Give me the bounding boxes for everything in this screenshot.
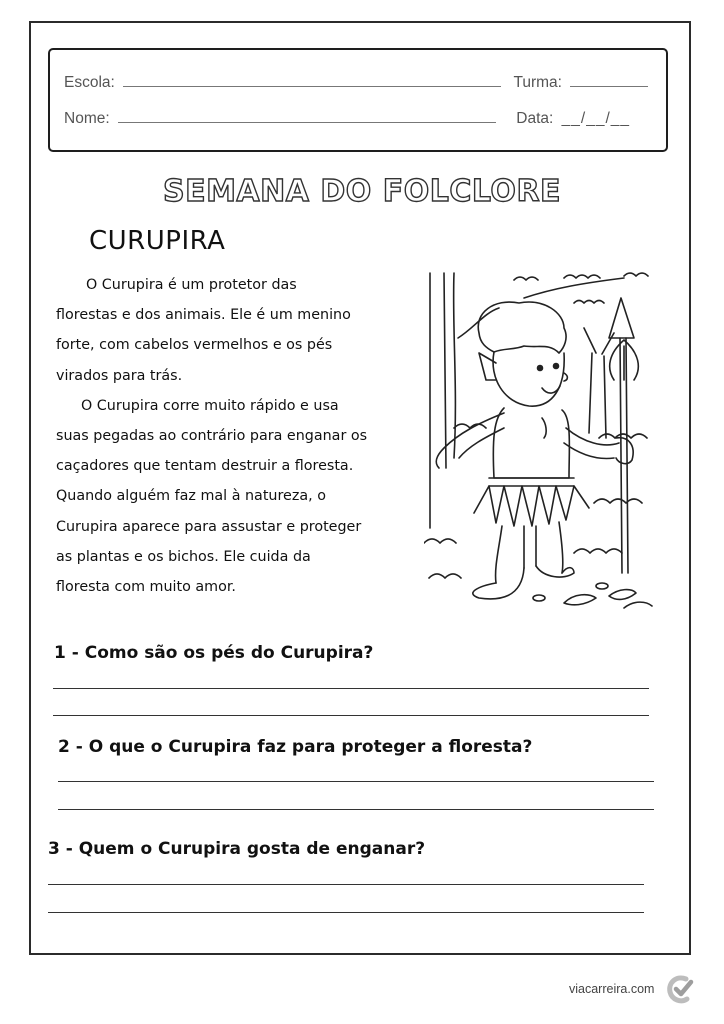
story-line: forte, com cabelos vermelhos e os pés xyxy=(56,337,333,354)
question-1: 1 - Como são os pés do Curupira? xyxy=(54,643,374,663)
story-title: CURUPIRA xyxy=(89,226,226,256)
answer-line-2b[interactable] xyxy=(58,809,654,810)
school-label: Escola: xyxy=(64,74,115,91)
curupira-illustration xyxy=(424,268,660,613)
story-line: floresta com muito amor. xyxy=(56,579,236,596)
story-line: O Curupira é um protetor das xyxy=(86,277,297,293)
question-3: 3 - Quem o Curupira gosta de enganar? xyxy=(48,839,426,859)
answer-line-3a[interactable] xyxy=(48,884,644,885)
name-row xyxy=(64,108,630,128)
answer-line-1a[interactable] xyxy=(53,688,649,689)
school-row xyxy=(64,72,648,92)
page-title: SEMANA DO FOLCLORE xyxy=(162,174,562,209)
story-line: Curupira aparece para assustar e proteger xyxy=(56,518,362,535)
class-label: Turma: xyxy=(513,74,562,91)
story-line: virados para trás. xyxy=(56,367,183,384)
story-text xyxy=(56,270,411,602)
student-info-box xyxy=(48,48,668,152)
answer-line-2a[interactable] xyxy=(58,781,654,782)
story-line: suas pegadas ao contrário para enganar os xyxy=(56,428,368,445)
answer-line-3b[interactable] xyxy=(48,912,644,913)
name-field[interactable] xyxy=(118,108,496,123)
class-field[interactable] xyxy=(570,72,648,87)
date-label: Data: xyxy=(516,110,554,127)
story-line: caçadores que tentam destruir a floresta. xyxy=(56,458,354,475)
date-field[interactable]: __/__/__ xyxy=(561,110,630,127)
story-line: O Curupira corre muito rápido e usa xyxy=(81,397,339,414)
story-line: florestas e dos animais. Ele é um menino xyxy=(56,307,351,324)
school-field[interactable] xyxy=(123,72,501,87)
name-label: Nome: xyxy=(64,110,110,127)
story-line: Quando alguém faz mal à natureza, o xyxy=(56,488,326,505)
answer-line-1b[interactable] xyxy=(53,715,649,716)
footer-site[interactable]: viacarreira.com xyxy=(569,982,655,996)
checkmark-logo-icon xyxy=(664,973,696,1005)
story-line: as plantas e os bichos. Ele cuida da xyxy=(56,548,311,565)
question-2: 2 - O que o Curupira faz para proteger a floresta? xyxy=(58,737,533,757)
